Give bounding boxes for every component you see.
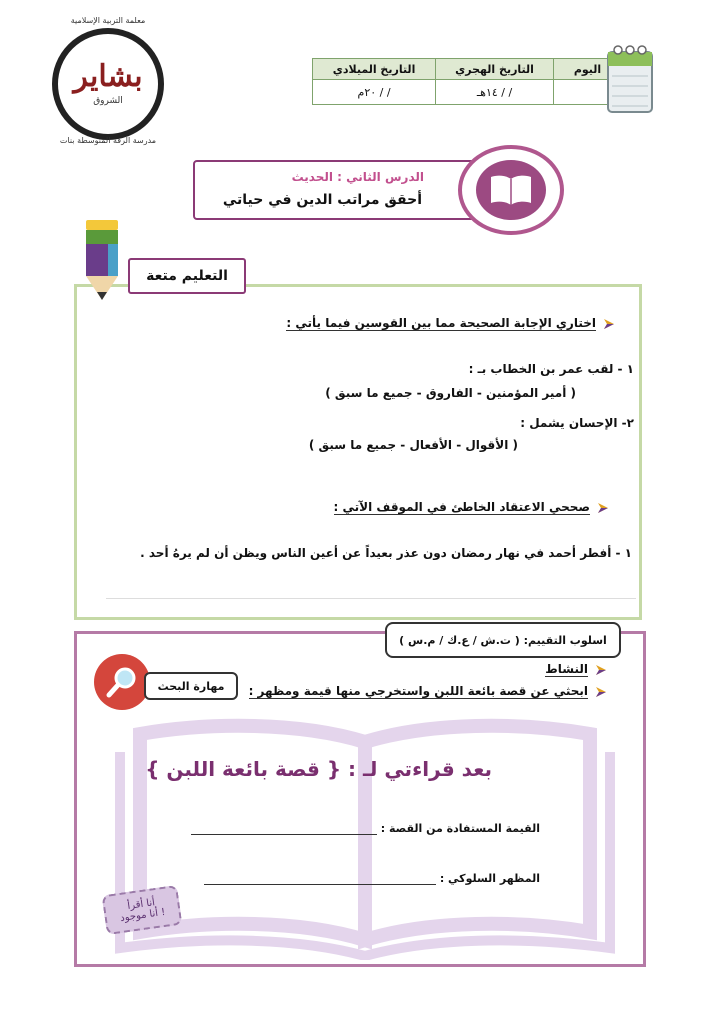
activity-heading bbox=[545, 662, 606, 677]
lesson-subtitle: أحقق مراتب الدين في حياتي bbox=[222, 192, 422, 208]
magnifier-icon bbox=[105, 665, 139, 699]
section-learning-frame bbox=[74, 284, 642, 620]
activity-instruction bbox=[249, 684, 606, 699]
question2-item1: ١ - أفطر أحمد في نهار رمضان دون عذر بعيداً عن أعين الناس ويظن أن لم يرهُ أحد . bbox=[140, 546, 632, 560]
search-skill-badge bbox=[94, 654, 150, 710]
lesson-value-field[interactable] bbox=[191, 822, 540, 835]
activity-instruction-text: ابحثي عن قصة بائعة اللبن واستخرجي منها قيمة ومظهر : bbox=[248, 684, 588, 698]
reading-title: بعد قراءتي لـ : { قصة بائعة اللبن } bbox=[145, 757, 492, 781]
hijri-value[interactable]: / / ١٤هـ bbox=[436, 80, 554, 105]
question2-heading bbox=[334, 500, 608, 515]
lesson-value-label: القيمة المستفادة من القصة : bbox=[380, 822, 540, 835]
reader-badge-line2: أنا موجود ! bbox=[119, 906, 166, 925]
behavior-label: المظهر السلوكي : bbox=[439, 872, 540, 885]
answer-line[interactable] bbox=[106, 598, 636, 599]
behavior-blank[interactable] bbox=[204, 884, 436, 885]
logo-sub-text: الشروق bbox=[93, 96, 123, 106]
date-table bbox=[312, 58, 622, 105]
search-skill-label: مهارة البحث bbox=[144, 672, 238, 700]
open-book-icon bbox=[489, 173, 533, 207]
school-logo bbox=[52, 28, 164, 140]
lesson-value-blank[interactable] bbox=[191, 834, 377, 835]
calendar-icon bbox=[604, 40, 656, 116]
lesson-header-box bbox=[193, 160, 485, 220]
hijri-header: التاريخ الهجري bbox=[436, 59, 554, 80]
gregorian-header: التاريخ الميلادي bbox=[313, 59, 436, 80]
question1-item2-options[interactable]: ( الأقوال - الأفعال - جميع ما سبق ) bbox=[308, 438, 518, 452]
question1-item1-options[interactable]: ( أمير المؤمنين - الفاروق - جميع ما سبق ) bbox=[325, 386, 576, 400]
arrow-bullet-icon bbox=[596, 665, 606, 675]
activity-heading-text: النشاط bbox=[545, 662, 588, 676]
arrow-bullet-icon bbox=[598, 503, 608, 513]
day-header: اليوم bbox=[554, 59, 622, 80]
evaluation-method-box: اسلوب التقييم: ( ت.ش / ع.ك / م.س ) bbox=[385, 622, 621, 658]
logo-ring-bottom-text: مدرسة الرقة المتوسطة بنات bbox=[59, 136, 157, 145]
pencil-icon bbox=[78, 218, 126, 302]
lesson-title: الدرس الثاني : الحديث bbox=[291, 170, 424, 184]
question1-heading-text: اختاري الإجابة الصحيحة مما بين القوسين فيما يأتي : bbox=[286, 316, 596, 330]
question1-heading bbox=[286, 316, 614, 331]
section-tab-label: التعليم متعة bbox=[128, 258, 246, 294]
question1-item1: ١ - لقب عمر بن الخطاب بـ : bbox=[468, 362, 634, 376]
reader-badge-line1: أنا أقرأ bbox=[126, 897, 156, 912]
gregorian-value[interactable]: / / ٢٠م bbox=[313, 80, 436, 105]
question2-heading-text: صححي الاعتقاد الخاطئ في الموقف الآتي : bbox=[333, 500, 590, 514]
question1-item2: ٢- الإحسان يشمل : bbox=[520, 416, 634, 430]
book-badge bbox=[458, 145, 564, 235]
logo-main-text: بشاير bbox=[73, 59, 143, 94]
logo-ring-top-text: معلمة التربية الإسلامية bbox=[70, 16, 146, 25]
behavior-field[interactable] bbox=[204, 872, 540, 885]
arrow-bullet-icon bbox=[596, 687, 606, 697]
arrow-bullet-icon bbox=[604, 319, 614, 329]
